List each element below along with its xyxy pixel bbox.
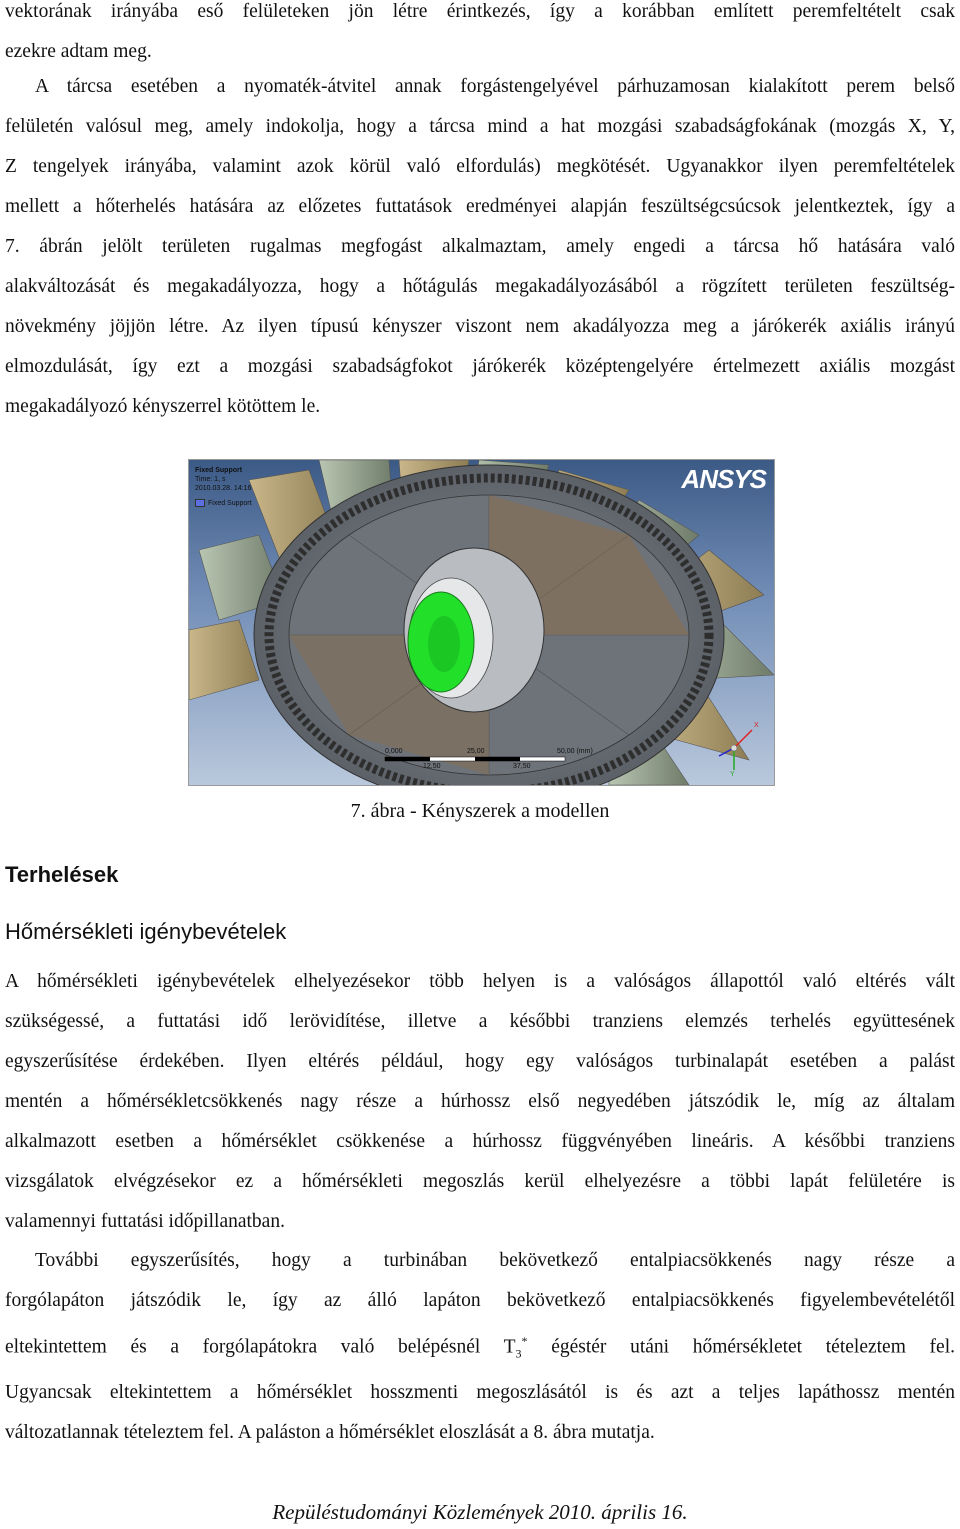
text-line: változatlannak tételeztem fel. A paláston a hőmérséklet eloszlását a 8. ábra mutatja. (5, 1422, 655, 1444)
text-line: valamennyi futtatási időpillanatban. (5, 1211, 285, 1232)
text-line: forgólapáton játszódik le, így az álló lapáton bekövetkező entalpiacsökkenés figyelembevételétől (5, 1290, 955, 1311)
footer-journal: Repüléstudományi Közlemények 2010. április 16. (272, 1500, 688, 1524)
text-line: Ugyancsak eltekintettem a hőmérséklet hosszmenti megoszlásától is és azt a teljes lapáthossz mentén (5, 1382, 955, 1404)
text-line: A tárcsa esetében a nyomaték-átvitel annak forgástengelyével párhuzamosan kialakított perem belső (35, 76, 955, 97)
text-line: mentén a hőmérsékletcsökkenés nagy része a húrhossz első negyedében játszódik le, míg az általam (5, 1091, 955, 1112)
legend-title: Fixed Support (195, 467, 243, 474)
superscript: * (521, 1334, 528, 1348)
axis-y-label: Y (730, 771, 735, 778)
text-line: szükségessé, a futtatási idő lerövidítése, illetve a későbbi tranziens elemzés terhelés együttesének (5, 1011, 955, 1032)
paragraph-simplification (5, 1241, 955, 1453)
text-fragment: eltekintettem és a forgólapátokra való belépésnél T (5, 1336, 516, 1358)
subscript: 3 (515, 1346, 522, 1361)
scale-label-mid: 25,00 (467, 748, 485, 755)
text-line: elmozdulását, így ezt a mozgási szabadságfokot járókerék középtengelyére értelmezett axiális mozgást (5, 356, 955, 377)
legend-time: Time: 1, s (195, 476, 226, 483)
figure-ansys-model (188, 459, 775, 786)
paragraph-continued (5, 0, 955, 72)
legend (195, 466, 252, 508)
text-line (5, 1321, 955, 1373)
axis-x-label: X (754, 722, 759, 729)
text-line: növekmény jöjjön létre. Az ilyen típusú kényszer viszont nem akadályozza meg a járókerék axiális irányú (5, 316, 955, 337)
legend-entry (195, 499, 252, 508)
text-line: egyszerűsítése érdekében. Ilyen eltérés például, hogy egy valóságos turbinalapát esetében a palást (5, 1051, 955, 1072)
legend-item-label: Fixed Support (208, 500, 252, 507)
text-line: 7. ábrán jelölt területen rugalmas megfogást alkalmaztam, amely engedi a tárcsa hő hatására való (5, 236, 955, 257)
scale-label-max: 50,00 (mm) (557, 748, 593, 755)
text-line: vizsgálatok elvégzésekor ez a hőmérsékleti megoszlás kerül elhelyezésre a többi lapát felületére is (5, 1171, 955, 1192)
text-line: vektorának irányába eső felületeken jön létre érintkezés, így a korábban említett peremfeltételt csak (5, 1, 955, 22)
turbine-model-illustration (189, 460, 774, 785)
logo-text: ANSYS (681, 464, 766, 494)
text-line: Z tengelyek irányába, valamint azok körül való elfordulás) megkötését. Ugyanakkor ilyen peremfeltételek (5, 156, 955, 177)
paragraph-constraints (5, 67, 955, 427)
scale-label-q1: 12,50 (423, 763, 441, 770)
ansys-logo (681, 464, 766, 495)
figure-caption: 7. ábra - Kényszerek a modellen (350, 800, 610, 822)
section-heading: Terhelések (5, 862, 119, 887)
legend-date: 2010.03.28. 14:16 (195, 485, 252, 492)
text-line: felületén valósul meg, amely indokolja, hogy a tárcsa mind a hat mozgási szabadságfokának (mozgás X, Y, (5, 116, 955, 137)
scale-bar (385, 757, 565, 761)
text-line: alkalmazott esetben a hőmérséklet csökkenése a húrhossz függvényében lineáris. A későbbi tranziens (5, 1131, 955, 1152)
text-line: A hőmérsékleti igénybevételek elhelyezésekor több helyen is a valóságos állapottól való eltérés vált (5, 971, 955, 992)
text-line: mellett a hőterhelés hatására az előzetes futtatások eredményei alapján feszültségcsúcsok jelentkeztek, így a (5, 196, 955, 217)
scale-label-0: 0,000 (385, 748, 403, 755)
text-fragment: égéstér utáni hőmérsékletet tételeztem fel. (527, 1336, 955, 1358)
text-line: alakváltozását és megakadályozza, hogy a hőtágulás megakadályozásából a rögzített területen feszültség- (5, 276, 955, 297)
text-line: megakadályozó kényszerrel kötöttem le. (5, 396, 321, 417)
scale-label-q3: 37,50 (513, 763, 531, 770)
text-line: ezekre adtam meg. (5, 41, 152, 62)
text-line: További egyszerűsítés, hogy a turbinában bekövetkező entalpiacsökkenés nagy része a (35, 1250, 955, 1271)
paragraph-thermal-loads (5, 962, 955, 1242)
subsection-heading: Hőmérsékleti igénybevételek (5, 919, 287, 944)
legend-swatch (195, 499, 205, 507)
